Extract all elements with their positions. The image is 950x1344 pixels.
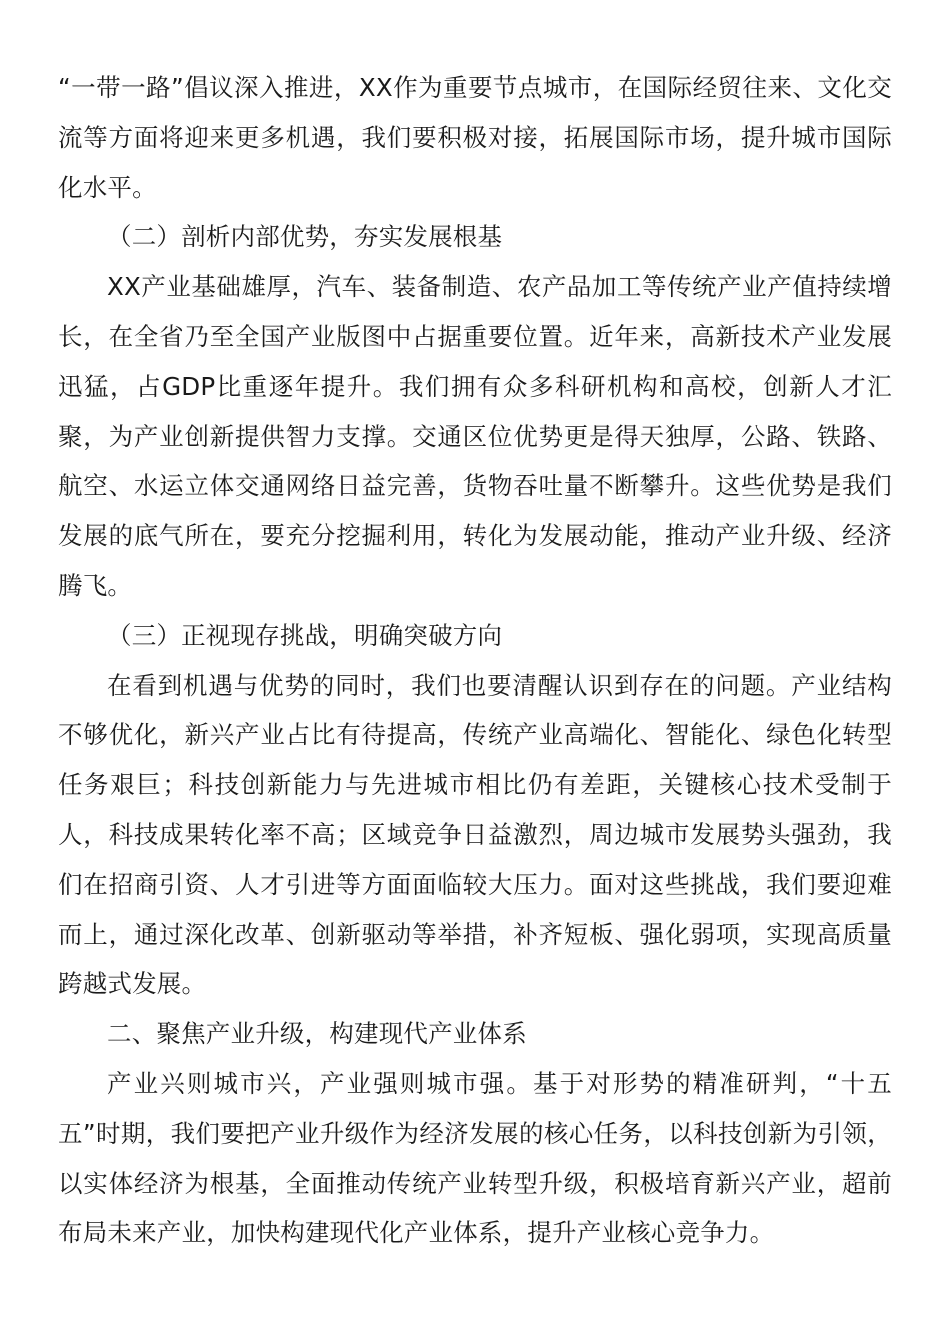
paragraph-internal-advantages: XX产业基础雄厚，汽车、装备制造、农产品加工等传统产业产值持续增长，在全省乃至全国产业版图中占据重要位置。近年来，高新技术产业发展迅猛，占GDP比重逐年提升。我们拥有众多科研机构和高校，创新人才汇聚，为产业创新提供智力支撑。交通区位优势更是得天独厚，公路、铁路、航空、水运立体交通网络日益完善，货物吞吐量不断攀升。这些优势是我们发展的底气所在，要充分挖掘利用，转化为发展动能，推动产业升级、经济腾飞。 bbox=[58, 272, 892, 600]
paragraph-industrial-upgrade: 产业兴则城市兴，产业强则城市强。基于对形势的精准研判，“十五五”时期，我们要把产业升级作为经济发展的核心任务，以科技创新为引领，以实体经济为根基，全面推动传统产业转型升级，积极培育新兴产业，超前布局未来产业，加快构建现代化产业体系，提升产业核心竞争力。 bbox=[58, 1068, 892, 1248]
subheading-internal-advantages: （二）剖析内部优势，夯实发展根基 bbox=[107, 222, 503, 252]
paragraph-existing-challenges: 在看到机遇与优势的同时，我们也要清醒认识到存在的问题。产业结构不够优化，新兴产业占比有待提高，传统产业高端化、智能化、绿色化转型任务艰巨；科技创新能力与先进城市相比仍有差距，关键核心技术受制于人，科技成果转化率不高；区域竞争日益激烈，周边城市发展势头强劲，我们在招商引资、人才引进等方面面临较大压力。面对这些挑战，我们要迎难而上，通过深化改革、创新驱动等举措，补齐短板、强化弱项，实现高质量跨越式发展。 bbox=[58, 670, 892, 999]
heading-industrial-upgrade: 二、聚焦产业升级，构建现代产业体系 bbox=[107, 1019, 527, 1049]
subheading-existing-challenges: （三）正视现存挑战，明确突破方向 bbox=[107, 620, 503, 650]
paragraph-belt-and-road: “一带一路”倡议深入推进，XX作为重要节点城市，在国际经贸往来、文化交流等方面将迎来更多机遇，我们要积极对接，拓展国际市场，提升城市国际化水平。 bbox=[58, 73, 892, 202]
